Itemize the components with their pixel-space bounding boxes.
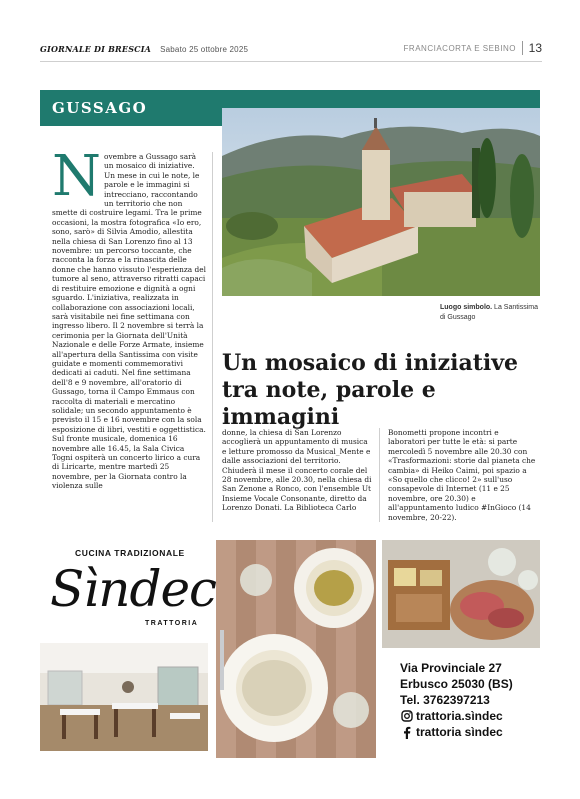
- masthead: [40, 44, 248, 54]
- logo-subtitle: TRATTORIA: [145, 620, 199, 627]
- article-photo: [222, 108, 540, 296]
- caption-bold: Luogo simbolo.: [440, 304, 493, 311]
- article-column-middle: donne, la chiesa di San Lorenzo accoglierà un appuntamento di musica e letture promosso da Musical_Mente e dalle associazioni del territorio. Chiuderà il mese il concerto corale del 28 novembre, alle 20.30, nella chiesa di San Zenone a Ronco, con l'ensemble Ut Insieme Vocale Consonante, diretto da Lorenzo Donati. La Biblioteca Carlo: [222, 428, 372, 513]
- instagram-icon: [400, 710, 413, 723]
- church-photo-illustration: [222, 108, 540, 296]
- article-headline: Un mosaico di iniziative tra note, parole e immagini: [222, 350, 519, 430]
- caption-text: La Santissima di Gussago: [440, 304, 539, 321]
- issue-date: Sabato 25 ottobre 2025: [160, 45, 249, 54]
- facebook-handle: trattoria sìndec: [416, 725, 503, 739]
- kicker-label: GUSSAGO: [52, 99, 148, 117]
- facebook-row: [400, 724, 540, 740]
- column-divider-2: [379, 428, 380, 522]
- food-photo-pasta: [216, 540, 376, 758]
- instagram-handle: trattoria.sìndec: [416, 709, 503, 723]
- column-divider: [212, 152, 213, 522]
- article-column-right: Bonometti propone incontri e laboratori per tutte le età: si parte mercoledì 5 novembre alle 20.30 con «Trasformazioni: storie dal pianeta che cambia» di Heiko Caimi, poi spazio a «So quello che clicco! 2» sull'uso consapevole di Internet (11 e 25 novembre, ore 20.30) e all'appuntamento ludico #InGioco (14 novembre, 20-22).: [388, 428, 536, 522]
- address-line-1: Via Provinciale 27: [400, 661, 502, 675]
- food-illustration-2: [382, 540, 540, 648]
- ad-kicker: CUCINA TRADIZIONALE: [75, 548, 185, 558]
- facebook-icon: [400, 726, 413, 739]
- contact-info: [400, 660, 540, 740]
- instagram-row: [400, 708, 540, 724]
- left-column-text: ovembre a Gussago sarà un mosaico di iniziative. Un mese in cui le note, le parole e le immagini si intrecciano, raccontando un territorio che non smette di costruire legami. Tra le prime occasioni, la mostra fotografica «Io ero, sono, sarò» di Silvia Amodio, allestita nella chiesa di San Lorenzo fino al 13 novembre: un percorso toccante, che racconta la forza e la rinascita delle donne che hanno vissuto l'esperienza del tumore al seno, attraverso ritratti capaci di restituire emozione e dignità a ogni sguardo. L'iniziativa, realizzata in collaborazione con associazioni locali, sarà visitabile nei fine settimana con ingresso libero. Il 2 novembre si terrà la cerimonia per la Giornata dell'Unità Nazionale e delle Forze Armate, insieme all'apertura della Santissima con visite guidate e momenti commemorativi dedicati ai caduti. Nel fine settimana dell'8 e 9 novembre, all'oratorio di Gussago, torna il Campo Emmaus con raccolta di materiali e mercatino solidale; un secondo appuntamento è previsto il 15 e 16 novembre con la sola esposizione di libri, vestiti e oggettistica. Sul fronte musicale, domenica 16 novembre alle 16.45, la Sala Civica Togni ospiterà un concerto lirico a cura di Liricarte, mentre martedì 25 novembre, per la Giornata contro la violenza sulle: [52, 152, 206, 491]
- food-photo-platter: [382, 540, 540, 648]
- phone-number: Tel. 3762397213: [400, 693, 490, 707]
- advertisement: [40, 540, 540, 758]
- restaurant-logo: [50, 560, 215, 640]
- logo-wordmark: Sìndec: [50, 560, 217, 618]
- masthead-title: GIORNALE DI BRESCIA: [40, 44, 152, 54]
- photo-caption: [440, 303, 540, 323]
- food-illustration-1: [216, 540, 376, 758]
- page-header: [40, 40, 542, 62]
- article-column-left: [52, 144, 207, 491]
- page-number: 13: [522, 41, 542, 55]
- drop-cap: N: [52, 144, 101, 209]
- address-line-2: Erbusco 25030 (BS): [400, 677, 513, 691]
- interior-illustration: [40, 643, 208, 751]
- section-name: FRANCIACORTA E SEBINO: [403, 44, 516, 53]
- restaurant-interior-photo: [40, 643, 208, 751]
